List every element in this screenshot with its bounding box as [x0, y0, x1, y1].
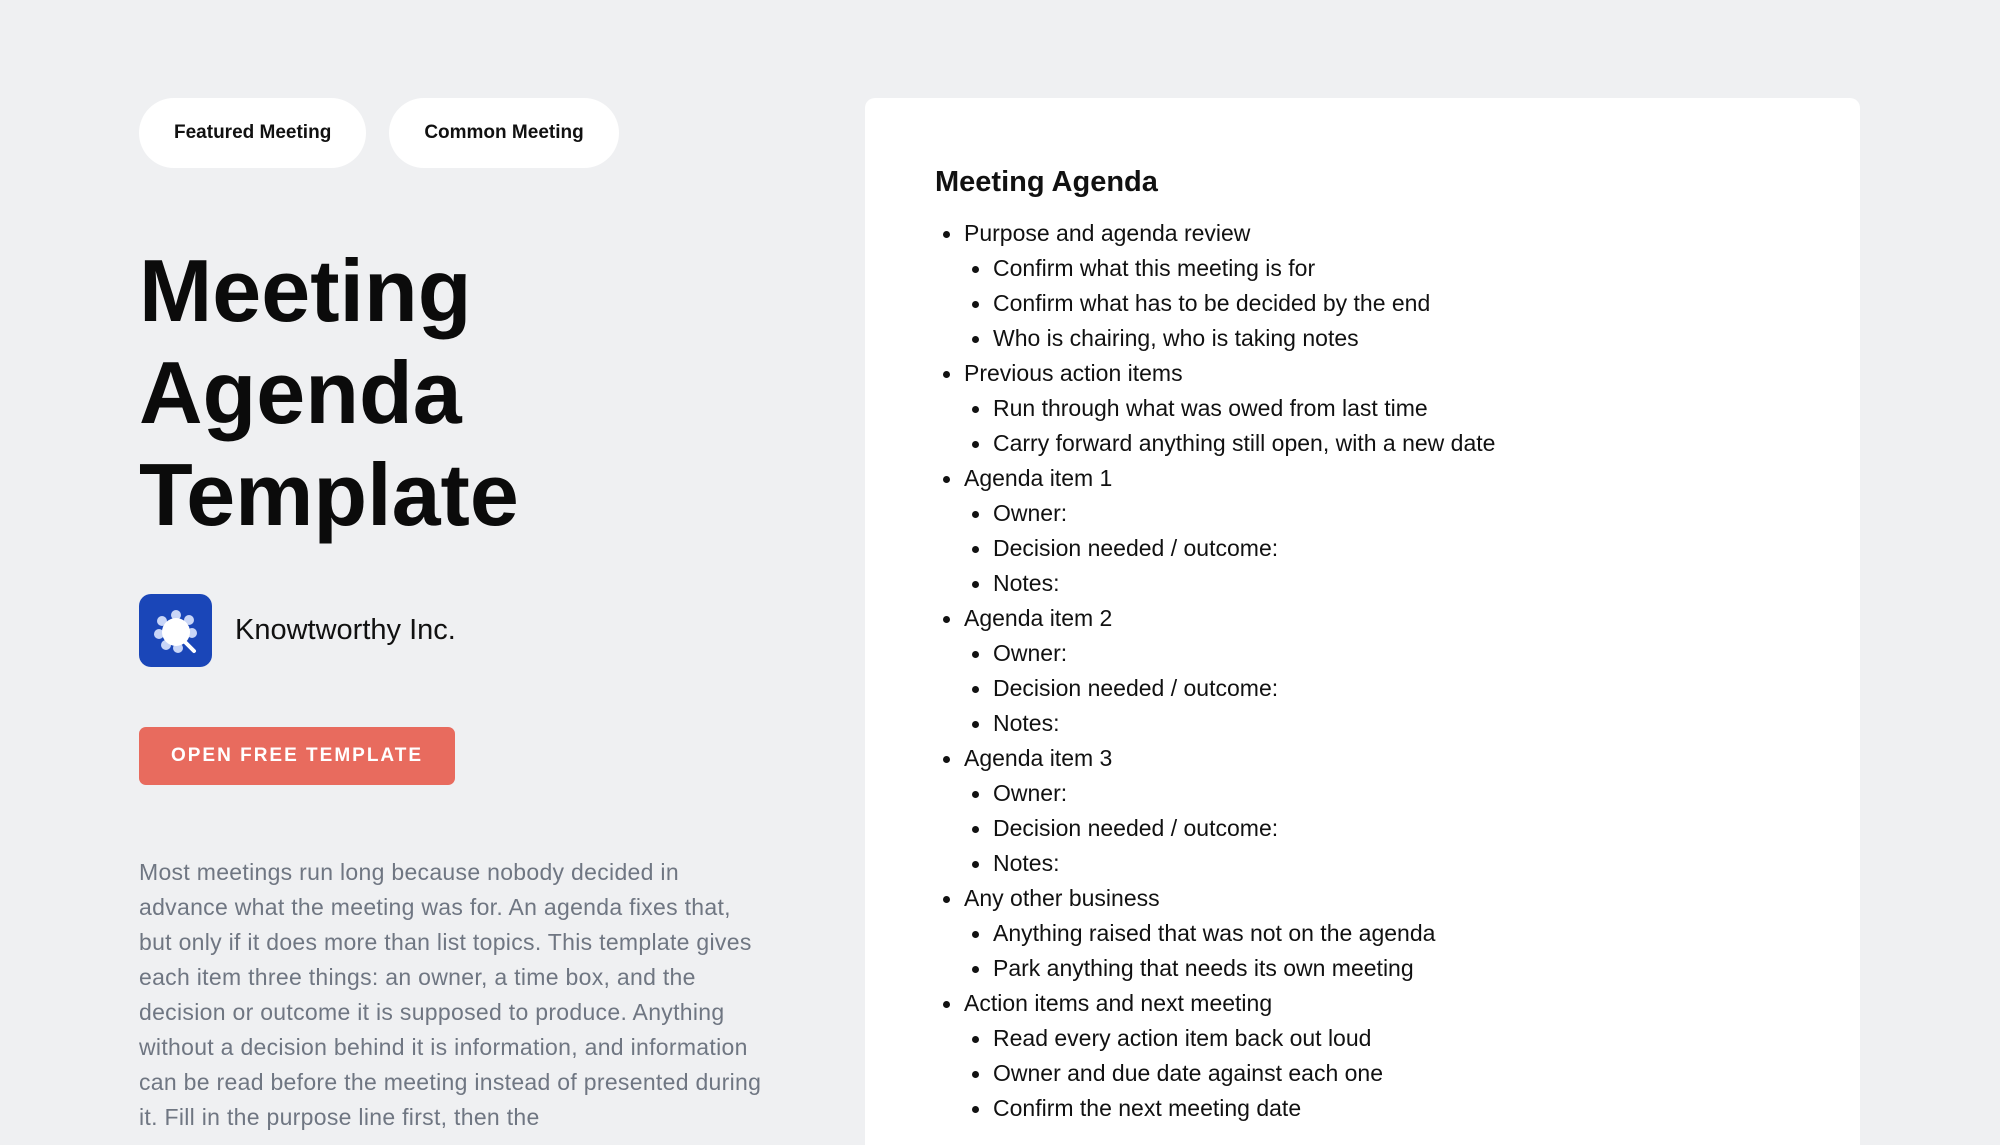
- agenda-item-label: Agenda item 3: [964, 745, 1113, 771]
- agenda-item: [935, 986, 1790, 1126]
- hero-section: [139, 98, 779, 1135]
- agenda-item: [935, 461, 1790, 601]
- agenda-sub-item: Decision needed / outcome:: [964, 671, 1790, 706]
- agenda-sub-item: Run through what was owed from last time: [964, 391, 1790, 426]
- agenda-sub-item: Notes:: [964, 566, 1790, 601]
- agenda-sub-item: Park anything that needs its own meeting: [964, 951, 1790, 986]
- agenda-sub-item: Owner and due date against each one: [964, 1056, 1790, 1091]
- agenda-sub-list: [964, 636, 1790, 741]
- agenda-sub-item: Decision needed / outcome:: [964, 531, 1790, 566]
- agenda-item-label: Agenda item 2: [964, 605, 1113, 631]
- agenda-item: [935, 216, 1790, 356]
- agenda-sub-list: [964, 251, 1790, 356]
- agenda-sub-list: [964, 916, 1790, 986]
- description-text: Most meetings run long because nobody decided in advance what the meeting was for. An agenda fixes that, but only if it does more than list topics. This template gives each item three things: an owner, a time box, and the decision or outcome it is supposed to produce. Anything without a decision behind it is information, and information can be read before the meeting instead of presented during it. Fill in the purpose line first, then the: [139, 859, 762, 1130]
- agenda-item-label: Agenda item 1: [964, 465, 1113, 491]
- agenda-item-label: Action items and next meeting: [964, 990, 1273, 1016]
- agenda-sub-item: Who is chairing, who is taking notes: [964, 321, 1790, 356]
- agenda-sub-list: [964, 776, 1790, 881]
- open-free-template-button[interactable]: OPEN FREE TEMPLATE: [139, 727, 455, 785]
- agenda-item: [935, 601, 1790, 741]
- agenda-item-label: Previous action items: [964, 360, 1183, 386]
- company-name[interactable]: Knowtworthy Inc.: [235, 614, 456, 646]
- page-title: Meeting Agenda Template: [139, 241, 519, 544]
- agenda-item: [935, 881, 1790, 986]
- agenda-sub-list: [964, 496, 1790, 601]
- card-title: Meeting Agenda: [935, 166, 1158, 198]
- agenda-sub-item: Confirm what this meeting is for: [964, 251, 1790, 286]
- agenda-sub-item: Confirm what has to be decided by the end: [964, 286, 1790, 321]
- agenda-sub-item: Read every action item back out loud: [964, 1021, 1790, 1056]
- agenda-sub-item: Decision needed / outcome:: [964, 811, 1790, 846]
- agenda-list: [935, 216, 1790, 1126]
- agenda-sub-item: Carry forward anything still open, with a new date: [964, 426, 1790, 461]
- agenda-item: [935, 356, 1790, 461]
- agenda-item-label: Purpose and agenda review: [964, 220, 1251, 246]
- agenda-preview-card: [865, 98, 1860, 1145]
- agenda-sub-item: Notes:: [964, 706, 1790, 741]
- agenda-sub-item: Owner:: [964, 636, 1790, 671]
- agenda-sub-item: Owner:: [964, 496, 1790, 531]
- tag-featured-meeting[interactable]: Featured Meeting: [139, 98, 366, 168]
- tag-common-meeting[interactable]: Common Meeting: [389, 98, 618, 168]
- tag-list: [139, 98, 779, 168]
- agenda-sub-list: [964, 391, 1790, 461]
- chat-bubble-logo-icon: [139, 594, 212, 667]
- agenda-sub-list: [964, 1021, 1790, 1126]
- agenda-sub-item: Confirm the next meeting date: [964, 1091, 1790, 1126]
- company-info: [139, 594, 779, 667]
- agenda-sub-item: Notes:: [964, 846, 1790, 881]
- agenda-item-label: Any other business: [964, 885, 1160, 911]
- agenda-sub-item: Anything raised that was not on the agenda: [964, 916, 1790, 951]
- agenda-sub-item: Owner:: [964, 776, 1790, 811]
- agenda-item: [935, 741, 1790, 881]
